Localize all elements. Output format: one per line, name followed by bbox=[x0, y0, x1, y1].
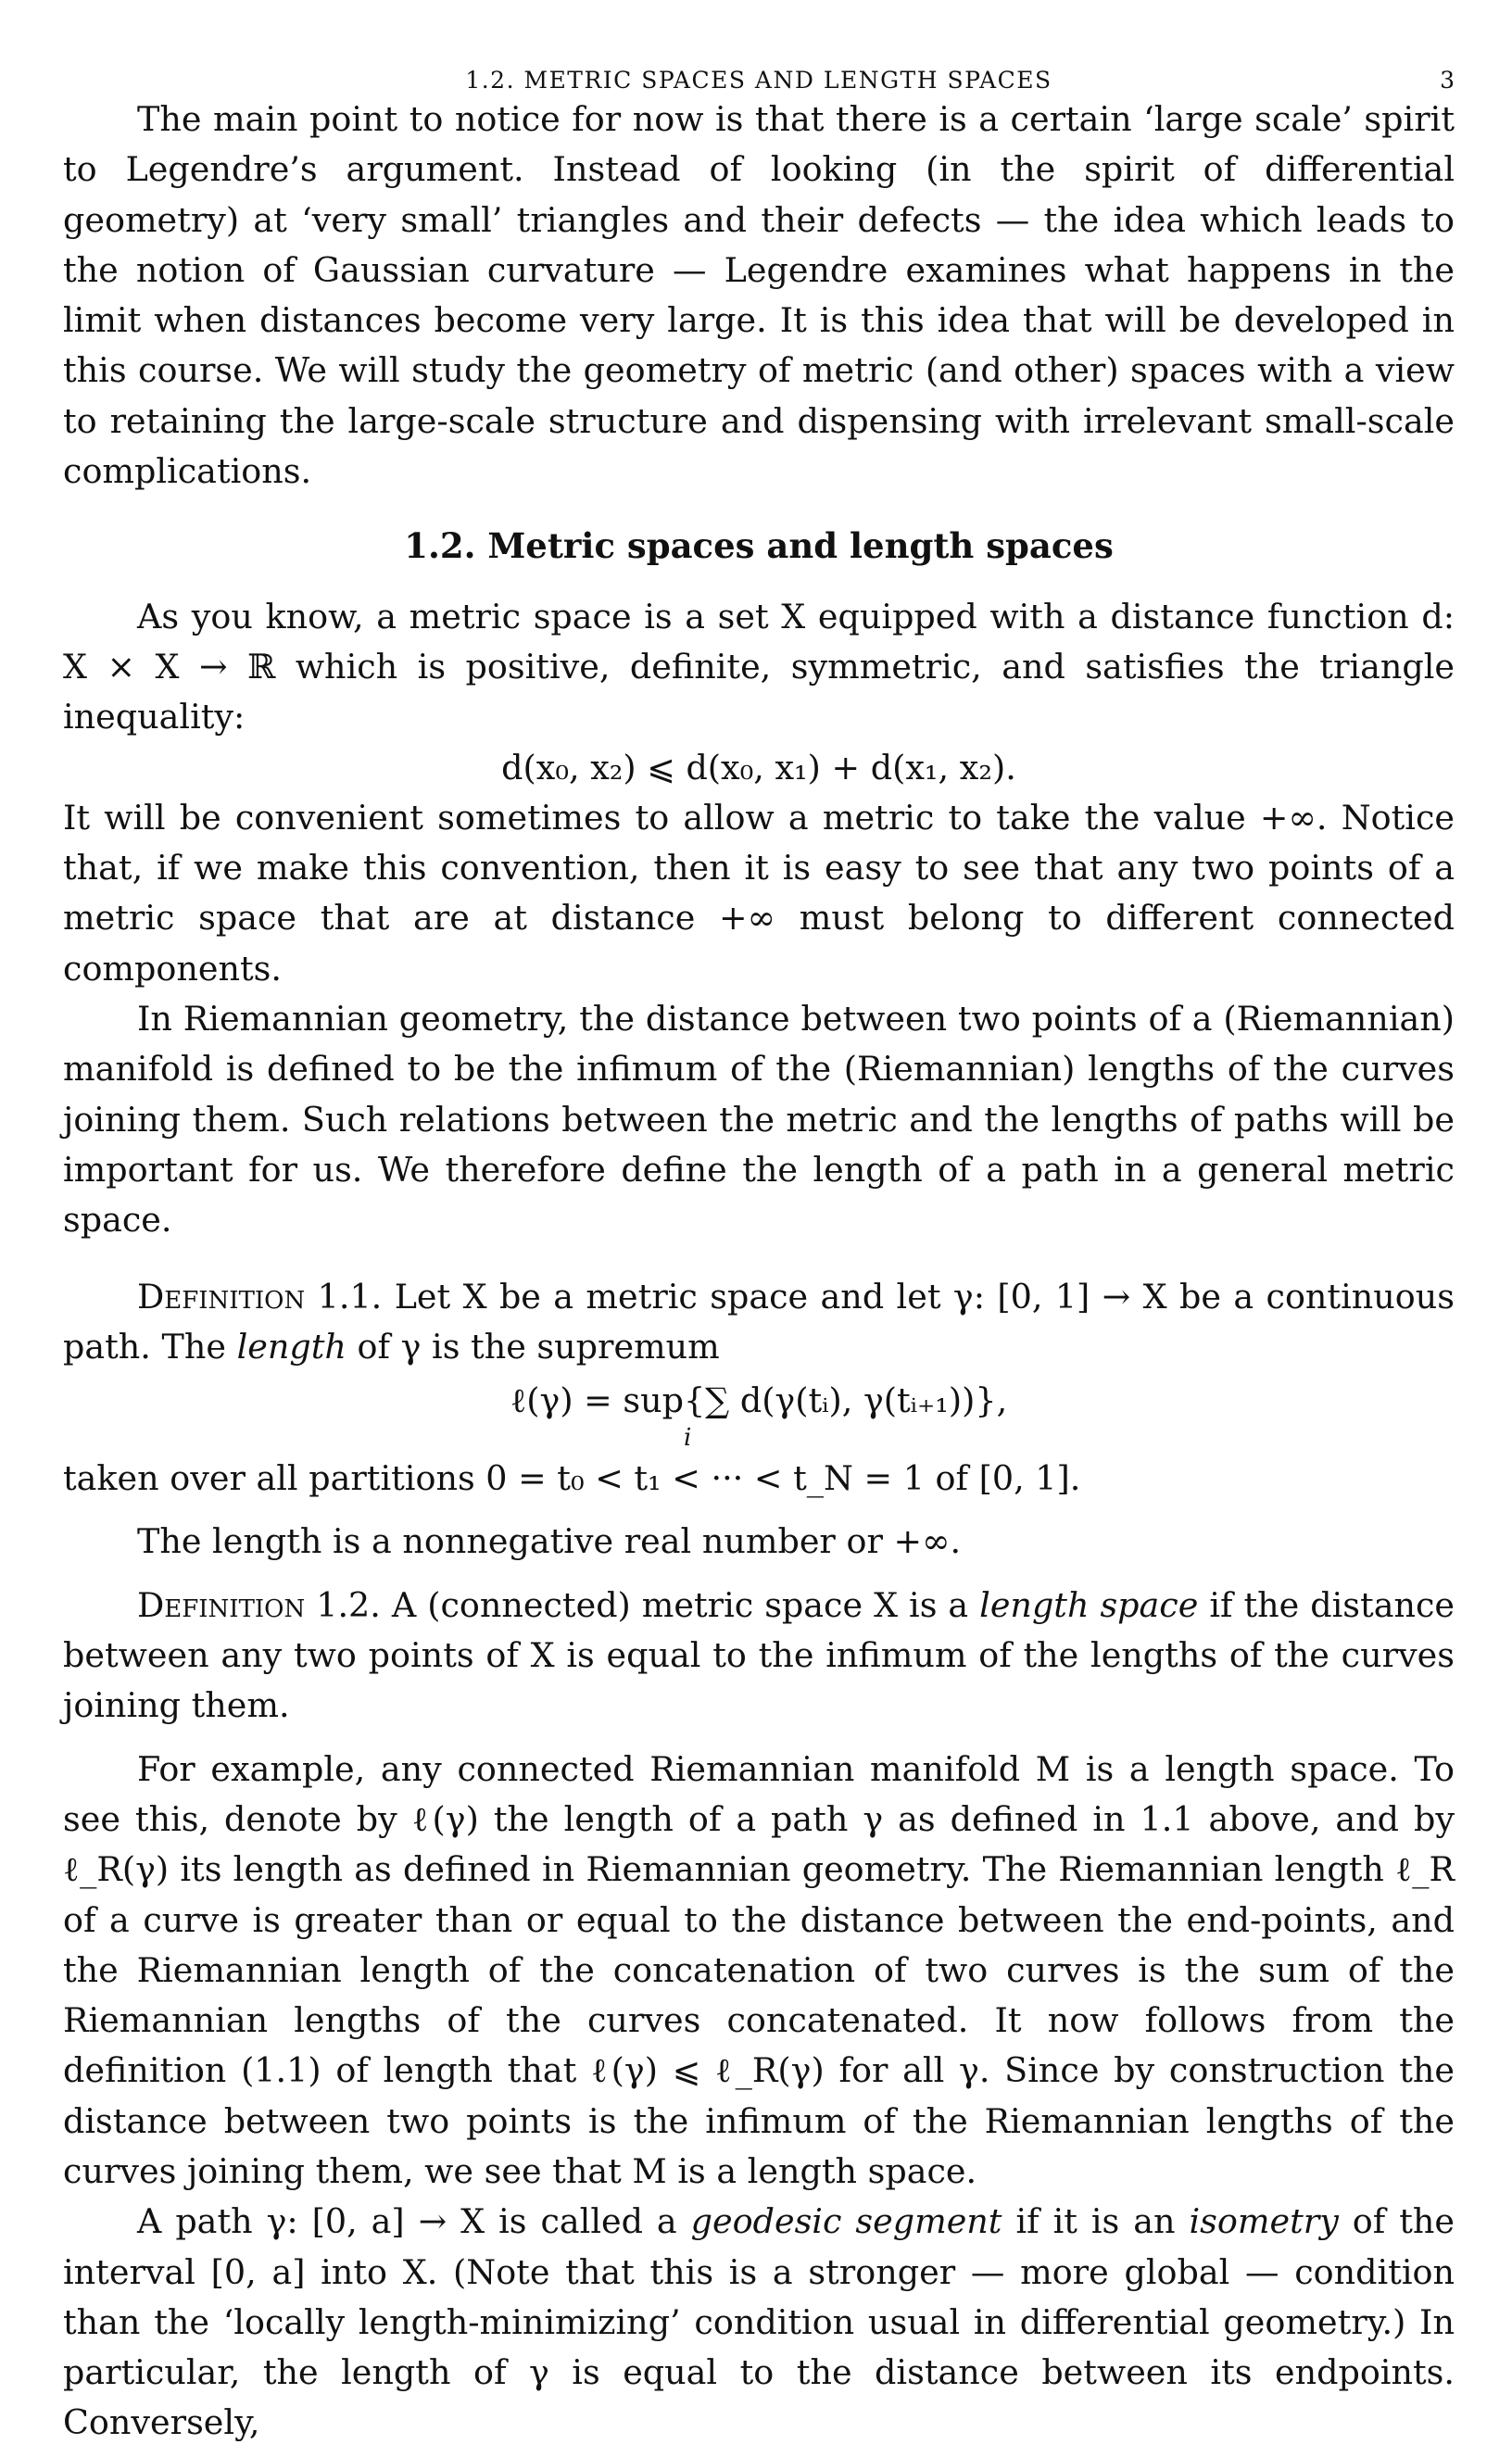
equation-length-body: ℓ(γ) = sup{∑ d(γ(tᵢ), γ(tᵢ₊₁))}, bbox=[510, 1380, 1008, 1421]
equation-triangle-inequality: d(x₀, x₂) ⩽ d(x₀, x₁) + d(x₁, x₂). bbox=[501, 747, 1016, 788]
paragraph-riemannian: In Riemannian geometry, the distance between two points of a (Riemannian) manifold is defined to be the infimum of the (Riemannian) lengths of the curves joining them. Such relations between the metric and the lengths of paths will be important for us. We therefore define the length of a path in a general metric space. bbox=[63, 999, 1455, 1241]
isometry-term: isometry bbox=[1189, 2201, 1339, 2242]
paragraph-riemannian-example: For example, any connected Riemannian manifold M is a length space. To see this, denote by ℓ(γ) the length of a path γ as defined in 1.1 above, and by ℓ_R(γ) its length as defined in Riemannian geometry. The Riemannian length ℓ_R of a curve is greater than or equal to the distance between the end-points, and the Riemannian length of the concatenation of two curves is the sum of the Riemannian lengths of the curves concatenated. It now follows from the definition (1.1) of length that ℓ(γ) ⩽ ℓ_R(γ) for all γ. Since by construction the distance between two points is the infimum of the Riemannian lengths of the curves joining them, we see that M is a length space. bbox=[63, 1748, 1455, 2191]
definition-text: if the distance between any two points of X is equal to the infimum of the lengths of the curves joining them. bbox=[63, 1584, 1455, 1726]
definition-label: Definition 1.1. bbox=[137, 1276, 383, 1317]
definition-text: of γ is the supremum bbox=[357, 1326, 720, 1367]
running-head: 1.2. METRIC SPACES AND LENGTH SPACES bbox=[465, 67, 1052, 94]
page-number: 3 bbox=[1440, 67, 1455, 94]
geodesic-text: if it is an bbox=[1015, 2201, 1176, 2242]
definition-term: length space bbox=[979, 1584, 1199, 1625]
geodesic-text: A path γ: [0, a] → X is called a bbox=[137, 2201, 677, 2242]
page-header bbox=[63, 48, 1455, 94]
definition-text: A (connected) metric space X is a bbox=[391, 1584, 969, 1625]
geodesic-term: geodesic segment bbox=[690, 2201, 1002, 2242]
definition-partitions: taken over all partitions 0 = t₀ < t₁ < ··· < t_N = 1 of [0, 1]. bbox=[63, 1458, 1081, 1499]
paragraph-nonnegative: The length is a nonnegative real number or +∞. bbox=[137, 1521, 962, 1562]
geodesic-text: of the interval [0, a] into X. (Note that this is a stronger — more global — condition than the ‘locally length-minimizing’ condition usual in differential geometry.) In particular, the length of γ is equal to the distance between its endpoints. Conversely, bbox=[63, 2201, 1455, 2443]
equation-sum-index: i bbox=[684, 1424, 692, 1453]
definition-1-1 bbox=[63, 1272, 1455, 1373]
paragraph-infinite-metric: It will be convenient sometimes to allow a metric to take the value +∞. Notice that, if we make this convention, then it is easy to see that any two points of a metric space that are at distance +∞ must belong to different connected components. bbox=[63, 797, 1455, 989]
equation-length bbox=[63, 1372, 1455, 1454]
paragraph-metric-space: As you know, a metric space is a set X equipped with a distance function d: X × X → ℝ which is positive, definite, symmetric, and satisfies the triangle inequality: bbox=[63, 596, 1455, 737]
definition-term: length bbox=[236, 1326, 346, 1367]
page bbox=[63, 48, 1455, 2449]
definition-1-2 bbox=[63, 1581, 1455, 1732]
paragraph-legendre: The main point to notice for now is that there is a certain ‘large scale’ spirit to Legendre’s argument. Instead of looking (in the spirit of differential geometry) at ‘very small’ triangles and their defects — the idea which leads to the notion of Gaussian curvature — Legendre examines what happens in the limit when distances become very large. It is this idea that will be developed in this course. We will study the geometry of metric (and other) spaces with a view to retaining the large-scale structure and dispensing with irrelevant small-scale complications. bbox=[63, 99, 1455, 492]
section-heading: 1.2. Metric spaces and length spaces bbox=[404, 525, 1114, 567]
definition-label: Definition 1.2. bbox=[137, 1584, 381, 1625]
definition-text: Let X be a metric space and let γ: [0, 1] → X be a continuous path. The bbox=[63, 1276, 1455, 1367]
paragraph-geodesic bbox=[63, 2197, 1455, 2448]
